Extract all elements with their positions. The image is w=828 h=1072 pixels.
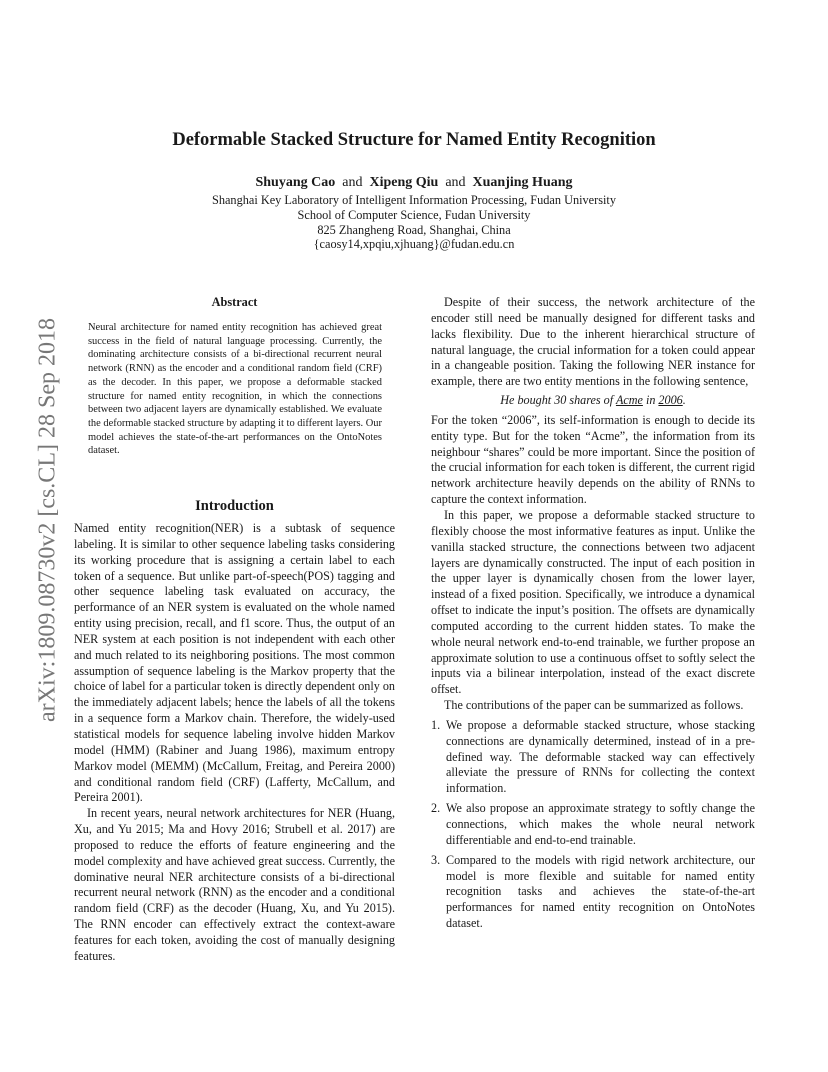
intro-paragraph-3: Despite of their success, the network architecture of the encoder still need be manually designed for different tasks and lacks flexibility. Due to the inherent hierarchical structure of natural language, the crucial information for a token could appear in a changeable position. Taking the following NER instance for example, there are two entity mentions in the following sentence, [431, 295, 755, 389]
paper-title: Deformable Stacked Structure for Named Entity Recognition [172, 130, 656, 150]
example-text: He bought 30 shares of [500, 393, 616, 408]
affiliation-line-2: School of Computer Science, Fudan University [297, 208, 531, 222]
author-2: Xipeng Qiu [369, 175, 439, 190]
list-number: 2. [431, 801, 441, 816]
intro-paragraph-5: In this paper, we propose a deformable stacked structure to flexibly choose the most informative features as input. Unlike the vanilla stacked structure, the connections between two adjacent layers are dynamically constructed. The input of each position in the upper layer is dynamically chosen from the lower layer, instead of a fixed position. Specifically, we introduce a dynamical offset to indicate the input’s position. The offsets are dynamically computed according to the current hidden states. To make the whole neural network end-to-end trainable, we further propose an approximate solution to use a continuous offset to softly select the inputs via a bilinear interpolation, instead of the exact discrete offset. [431, 507, 755, 697]
author-line [0, 175, 828, 191]
list-number: 3. [431, 852, 441, 867]
introduction-heading: Introduction [195, 498, 274, 514]
author-3: Xuanjing Huang [472, 175, 573, 190]
example-entity-2006: 2006 [658, 393, 683, 408]
author-separator: and [445, 175, 466, 190]
contribution-item [431, 853, 755, 932]
abstract-text: Neural architecture for named entity recognition has achieved great success in the field of natural language processing. Currently, the dominating architecture consists of a bi-directional recurrent neural network (RNN) as the encoder and a conditional random field (CRF) as the decoder. In this paper, we propose a deformable stacked structure for named entity recognition, in which the connections between two adjacent layers are dynamically established. We evaluate the deformable stacked structure by adapting it to different layers. Our model achieves the state-of-the-art performances on the OntoNotes dataset. [88, 322, 382, 457]
author-1: Shuyang Cao [255, 175, 336, 190]
contribution-text: Compared to the models with rigid network architecture, our model is more flexible and suitable for named entity recognition tasks and achieves the state-of-the-art performances for named entity recognition on OntoNotes dataset. [446, 852, 755, 931]
left-column [74, 521, 395, 965]
list-number: 1. [431, 717, 441, 732]
example-text: in [642, 393, 659, 408]
contribution-item [431, 718, 755, 797]
intro-paragraph-6: The contributions of the paper can be summarized as follows. [444, 698, 744, 713]
intro-paragraph-2: In recent years, neural network architectures for NER (Huang, Xu, and Yu 2015; Ma and Hovy 2016; Strubell et al. 2017) are proposed to reduce the efforts of feature engineering and the model complexity and have achieved great success. Currently, the dominative neural NER architecture consists of a bi-directional recurrent neural network (RNN) as the encoder and a conditional random field (CRF) as the decoder (Huang, Xu, and Yu 2015). The RNN encoder can effectively extract the context-aware features for each token, avoiding the cost of manually designing features. [74, 806, 395, 963]
arxiv-stamp: arXiv:1809.08730v2 [cs.CL] 28 Sep 2018 [34, 318, 61, 722]
right-column [431, 295, 755, 936]
affiliation-line-1: Shanghai Key Laboratory of Intelligent Information Processing, Fudan University [211, 193, 616, 207]
author-emails: {caosy14,xpqiu,xjhuang}@fudan.edu.cn [313, 237, 515, 251]
example-entity-acme: Acme [615, 393, 643, 408]
ner-example-sentence [431, 393, 755, 409]
abstract-heading: Abstract [211, 295, 258, 309]
author-separator: and [342, 175, 363, 190]
example-text: . [682, 393, 686, 408]
contribution-text: We also propose an approximate strategy to softly change the connections, which makes the whole neural network differentiable and end-to-end trainable. [446, 801, 755, 847]
contributions-list [431, 718, 755, 932]
contribution-item [431, 801, 755, 849]
affiliation-line-3: 825 Zhangheng Road, Shanghai, China [317, 223, 511, 237]
intro-paragraph-1: Named entity recognition(NER) is a subtask of sequence labeling. It is similar to other sequence labeling tasks considering its working procedure that is assigning a certain label to each token of a sequence. But unlike part-of-speech(POS) tagging and other sequence labeling task evaluated on accuracy, the performance of an NER system is evaluated on the whole named entity using precision, recall, and f1 score. Thus, the output of an NER system at each position is not independent with each other and much related to its neighboring positions. The most common assumption of sequence labeling is the Markov property that the choice of label for a particular token is directly dependent only on the immediately adjacent labels; hence the labels of all the tokens in a sequence form a Markov chain. Therefore, the widely-used statistical models for sequence labeling involve hidden Markov model (HMM) (Rabiner and Juang 1986), maximum entropy Markov model (MEMM) (McCallum, Freitag, and Pereira 2000) and conditional random field (CRF) (Lafferty, McCallum, and Pereira 2001). [74, 521, 395, 805]
contribution-text: We propose a deformable stacked structure, whose stacking connections are dynamically determined, instead of in a pre-defined way. The deformable stacked way can effectively alleviate the pressure of RNNs for collecting the context information. [446, 717, 755, 796]
intro-paragraph-4: For the token “2006”, its self-information is enough to decide its entity type. But for the token “Acme”, the information from its neighbour “shares” could be more important. Since the position of the crucial information for each token is different, the current rigid network architecture heavily depends on the ability of RNNs to capture the context information. [431, 412, 755, 507]
